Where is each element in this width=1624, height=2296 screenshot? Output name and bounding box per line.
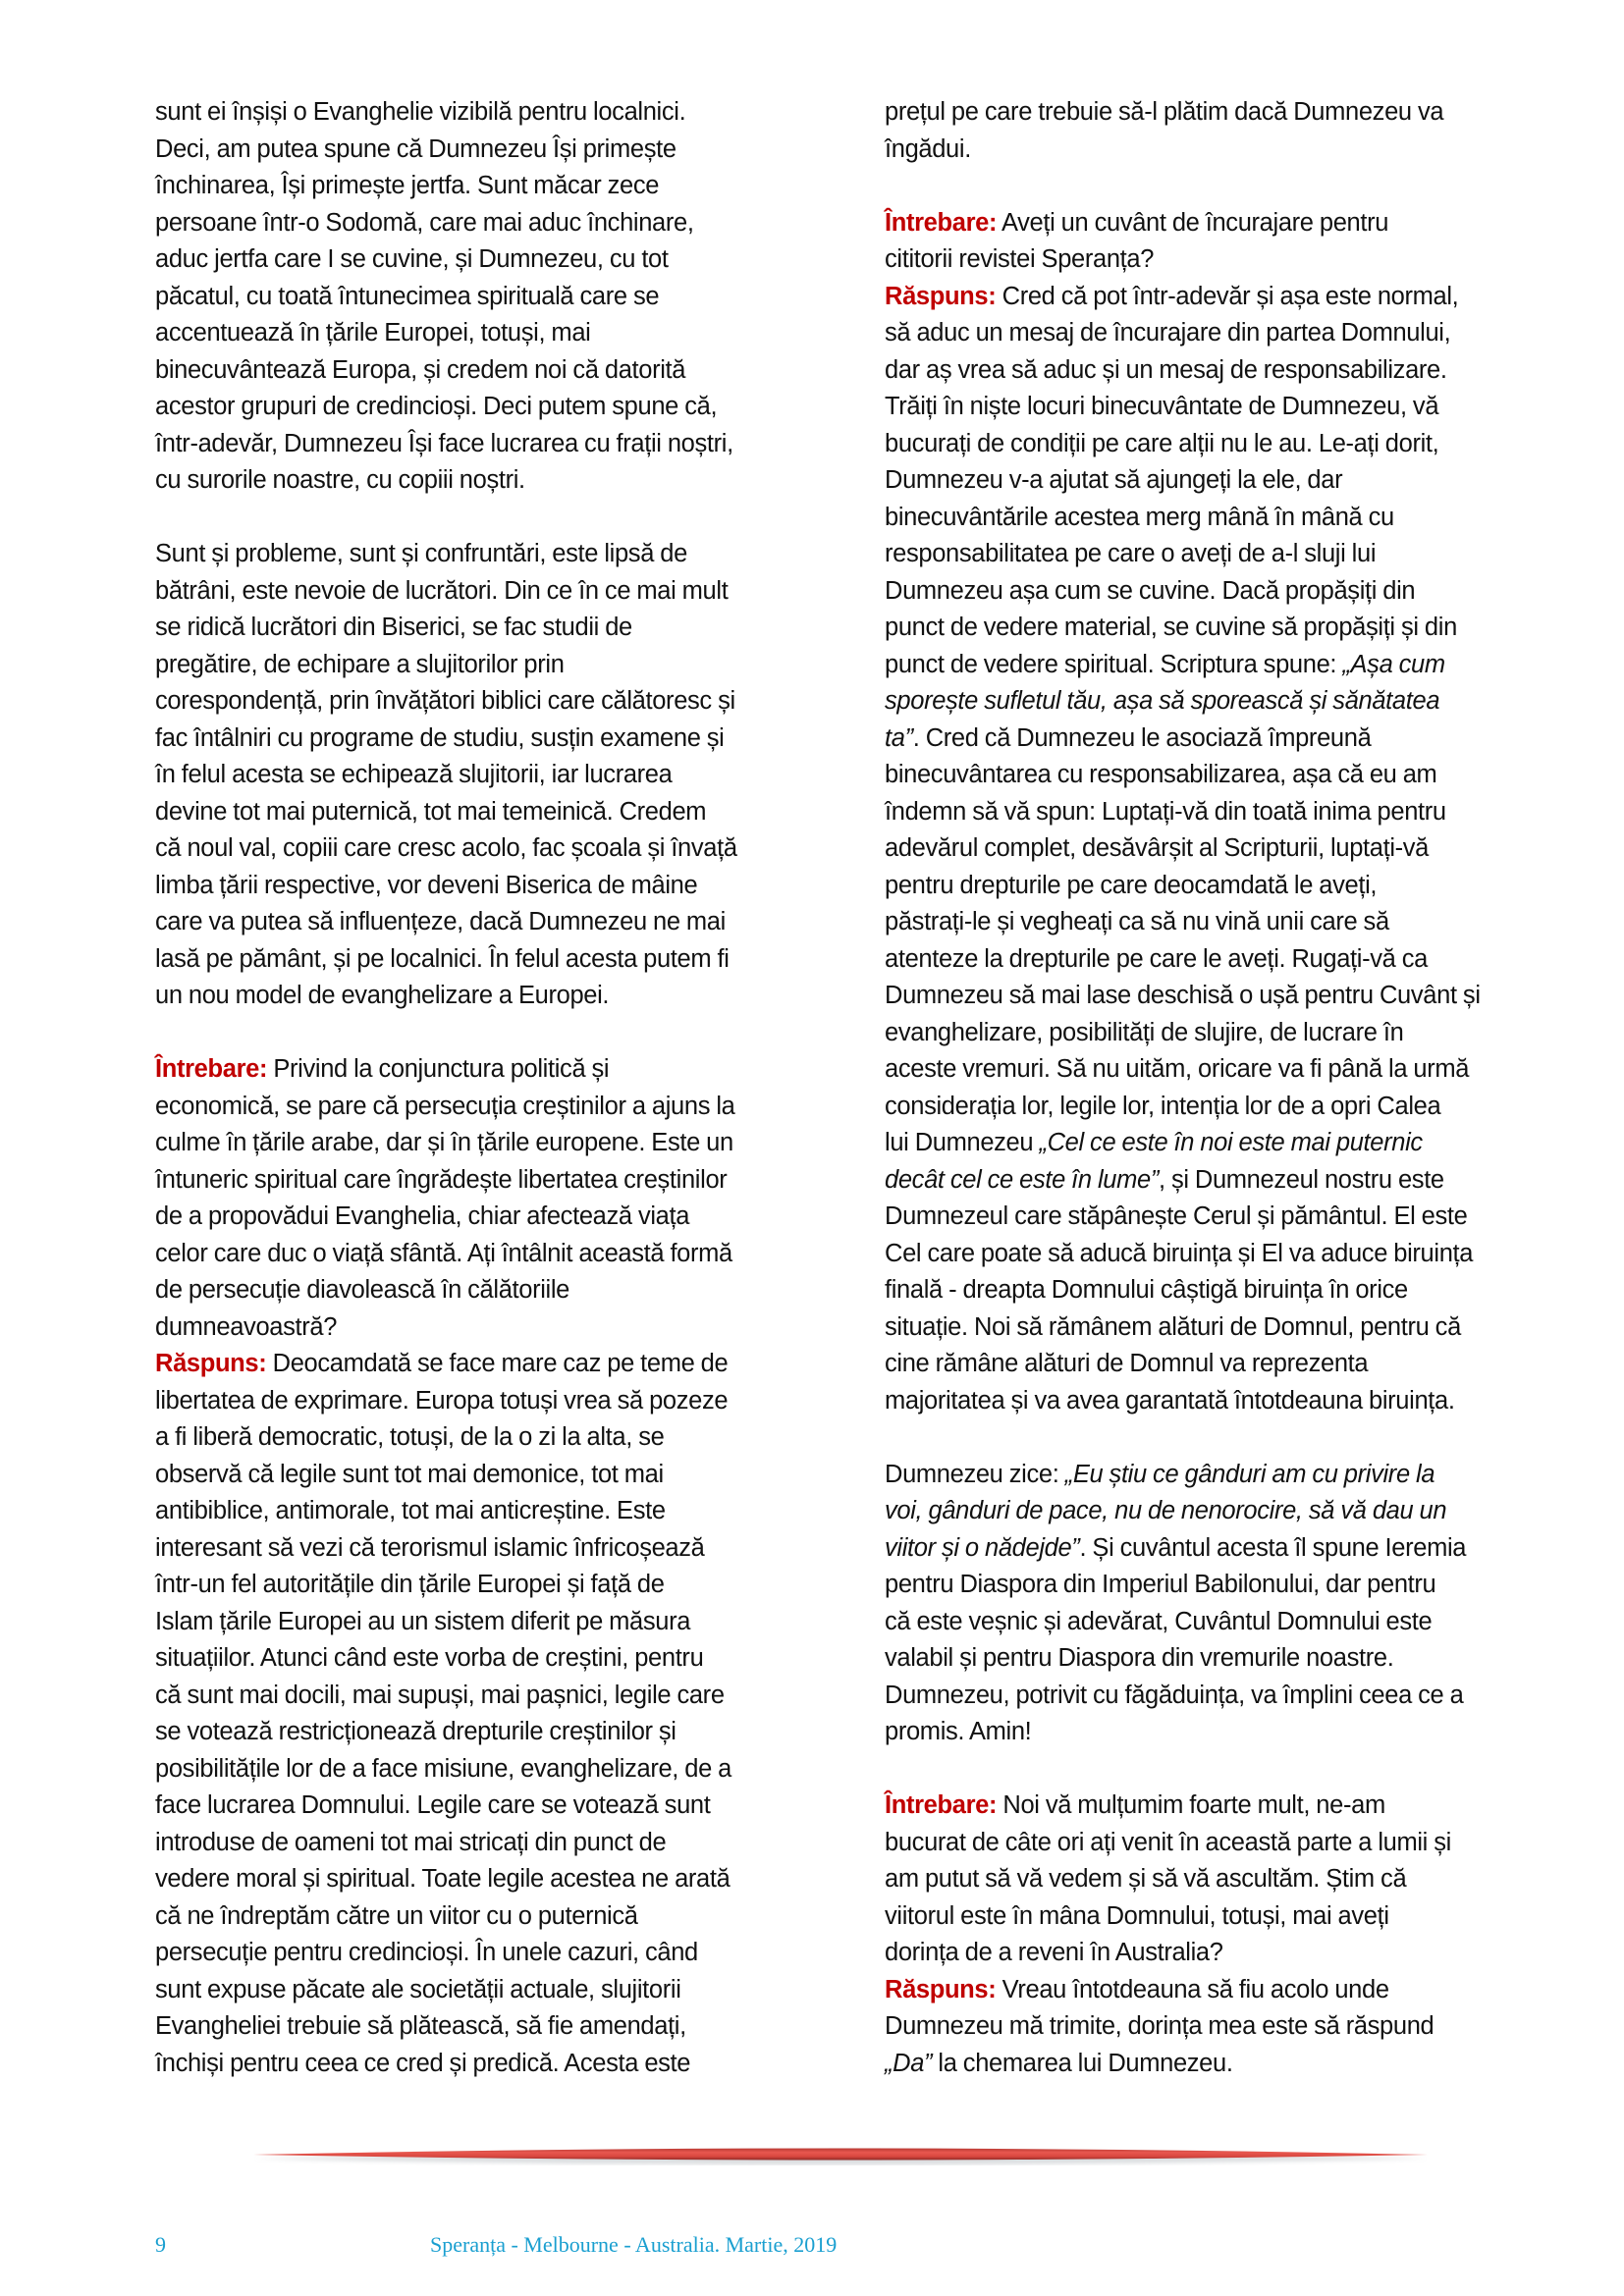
- paragraph-gap: [885, 168, 1572, 205]
- text-line: punct de vedere material, se cuvine să propășiți și din: [885, 614, 1457, 641]
- text-line: Dumnezeu mă trimite, dorința mea este să răspund: [885, 2012, 1435, 2040]
- answer-text-lines: [155, 1383, 842, 2083]
- text-line: Trăiți în niște locuri binecuvântate de Dumnezeu, vă: [885, 393, 1439, 420]
- text-line: atenteze la drepturile pe care le aveți. Rugați-vă ca: [885, 944, 1428, 973]
- text-line: se ridică lucrători din Biserici, se fac studii de: [155, 614, 632, 641]
- paragraph-intro: [155, 94, 842, 500]
- text-line: pentru drepturile pe care deocamdată le aveți,: [885, 871, 1378, 899]
- question-label: Întrebare:: [885, 208, 998, 237]
- paragraph-jeremiah: [885, 1457, 1572, 1751]
- text-line: într-adevăr, Dumnezeu Își face lucrarea cu frații noștri,: [155, 429, 733, 457]
- answer-text: Vreau întotdeauna să fiu acolo unde: [1001, 1975, 1389, 2003]
- paragraph-lines: [885, 1567, 1572, 1751]
- text-line: sunt ei înșiși o Evanghelie vizibilă pentru localnici.: [155, 98, 686, 126]
- scripture-quote: sporește sufletul tău, așa să sporească și sănătatea: [885, 687, 1440, 715]
- text-run: , și Dumnezeul nostru este: [1158, 1165, 1444, 1194]
- scripture-line: [885, 1457, 1572, 1494]
- paragraph-gap: [885, 1751, 1572, 1789]
- question-text-lines: [155, 1089, 842, 1347]
- text-line: fac întâlniri cu programe de studiu, susțin examene și: [155, 723, 725, 752]
- scripture-line: [885, 1125, 1572, 1162]
- text-line: bucurați de condiții pe care alții nu le au. Le-ați dorit,: [885, 429, 1439, 457]
- question-text: Privind la conjunctura politică și: [273, 1055, 610, 1083]
- text-line: închinarea, Își primește jertfa. Sunt măcar zece: [155, 172, 660, 199]
- text-line: îndemn să vă spun: Luptați-vă din toată inima pentru: [885, 797, 1446, 826]
- text-run: Dumnezeu zice:: [885, 1460, 1065, 1488]
- paragraph-gap: [155, 1015, 842, 1052]
- question-text-lines: [885, 241, 1572, 279]
- text-run: . Și cuvântul acesta îl spune Ieremia: [1079, 1533, 1467, 1562]
- answer-encouragement: [885, 279, 1572, 1420]
- question-text: Aveți un cuvânt de încurajare pentru: [1001, 208, 1389, 237]
- text-line: Dumnezeu v-a ajutat să ajungeți la ele, dar: [885, 466, 1343, 494]
- page-number: 9: [155, 2232, 166, 2257]
- text-line: aceste vremuri. Să nu uităm, oricare va fi până la urmă: [885, 1055, 1470, 1083]
- paragraph-gap: [885, 1419, 1572, 1457]
- text-line: dorința de a reveni în Australia?: [885, 1939, 1223, 1966]
- answer-label: Răspuns:: [885, 1975, 997, 2003]
- text-line: binecuvântările acestea merg mână în mână cu: [885, 503, 1394, 531]
- answer-last-line: [885, 2046, 1572, 2083]
- scripture-line: [885, 1530, 1572, 1568]
- text-line: Evangheliei trebuie să plătească, să fie amendați,: [155, 2012, 686, 2040]
- text-line: responsabilitatea pe care o aveți de a-l sluji lui: [885, 540, 1377, 567]
- text-line: libertatea de exprimare. Europa totuși vrea să pozeze: [155, 1386, 729, 1415]
- text-line: că este veșnic și adevărat, Cuvântul Domnului este: [885, 1607, 1433, 1635]
- question-encouragement: [885, 205, 1572, 279]
- scripture-quote: voi, gânduri de pace, nu de nenorocire, să vă dau un: [885, 1497, 1447, 1524]
- text-line: închiși pentru ceea ce cred și predică. Acesta este: [155, 2049, 691, 2077]
- text-line: introduse de oameni tot mai stricați din punct de: [155, 1828, 667, 1856]
- text-line: posibilitățile lor de a face misiune, evanghelizare, de a: [155, 1754, 731, 1783]
- text-line: majoritatea și va avea garantată întotdeauna biruința.: [885, 1386, 1455, 1415]
- question-label: Întrebare:: [885, 1791, 998, 1819]
- text-line: acestor grupuri de credincioși. Deci putem spune că,: [155, 393, 718, 420]
- text-line: să aduc un mesaj de încurajare din partea Domnului,: [885, 319, 1451, 347]
- text-line: care va putea să influențeze, dacă Dumnezeu ne mai: [155, 908, 726, 935]
- text-line: accentuează în țările Europei, totuși, mai: [155, 319, 591, 347]
- text-line: un nou model de evanghelizare a Europei.: [155, 982, 610, 1009]
- text-line: Dumnezeul care stăpânește Cerul și pământul. El este: [885, 1202, 1468, 1230]
- text-line: adevărul complet, desăvârșit al Scripturii, luptați-vă: [885, 834, 1430, 862]
- text-line: Dumnezeu așa cum se cuvine. Dacă propășiți din: [885, 576, 1416, 605]
- paragraph-problems: [155, 536, 842, 1015]
- text-line: în felul acesta se echipează slujitorii, iar lucrarea: [155, 761, 673, 788]
- question-text: Noi vă mulțumim foarte mult, ne-am: [1002, 1791, 1385, 1819]
- text-line: economică, se pare că persecuția creștinilor a ajuns la: [155, 1092, 735, 1120]
- text-line: că sunt mai docili, mai supuși, mai pașnici, legile care: [155, 1681, 725, 1709]
- text-line: Dumnezeu, potrivit cu făgăduința, va împlini ceea ce a: [885, 1681, 1464, 1709]
- text-line: promis. Amin!: [885, 1718, 1032, 1745]
- text-line: celor care duc o viață sfântă. Ați întâlnit această formă: [155, 1239, 732, 1267]
- answer-text-lines: [885, 315, 1572, 647]
- text-line: sunt expuse păcate ale societății actuale, slujitorii: [155, 1975, 681, 2003]
- scripture-quote: „Așa cum: [1342, 650, 1445, 678]
- text-line: persoane într-o Sodomă, care mai aduc închinare,: [155, 208, 694, 237]
- answer-text-lines: [885, 1199, 1572, 1419]
- question-text-lines: [885, 1825, 1572, 1972]
- text-line: binecuvântarea cu responsabilizarea, așa că eu am: [885, 761, 1437, 788]
- text-line: bătrâni, este nevoie de lucrători. Din ce în ce mai mult: [155, 576, 729, 605]
- text-line: corespondență, prin învățători biblici care călătoresc și: [155, 687, 735, 715]
- text-line: limba țării respective, vor deveni Biserica de mâine: [155, 871, 698, 899]
- answer-text-lines: [885, 2008, 1572, 2046]
- text-line: a fi liberă democratic, totuși, de la o zi la alta, se: [155, 1423, 665, 1451]
- scripture-line: [885, 721, 1572, 758]
- scripture-quote: „Eu știu ce gânduri am cu privire la: [1064, 1460, 1435, 1488]
- text-line: că noul val, copiii care cresc acolo, fac școala și învață: [155, 834, 737, 862]
- text-line: valabil și pentru Diaspora din vremurile noastre.: [885, 1644, 1394, 1672]
- text-run: la chemarea lui Dumnezeu.: [932, 2049, 1233, 2077]
- text-line: cu surorile noastre, cu copiii noștri.: [155, 466, 525, 494]
- text-line: că ne îndreptăm către un viitor cu o puternică: [155, 1901, 638, 1930]
- text-line: lasă pe pământ, și pe localnici. În felul acesta putem fi: [155, 944, 730, 973]
- question-return: [885, 1788, 1572, 1972]
- text-line: pregătire, de echipare a slujitorilor prin: [155, 650, 565, 678]
- scripture-line: [885, 1162, 1572, 1200]
- text-line: devine tot mai puternică, tot mai temeinică. Credem: [155, 797, 707, 826]
- text-line: observă că legile sunt tot mai demonice, tot mai: [155, 1460, 664, 1488]
- text-line: interesant să vezi că terorismul islamic înfricoșează: [155, 1533, 705, 1562]
- text-line: am putut să vă vedem și să vă ascultăm. Știm că: [885, 1865, 1407, 1893]
- quoted-word: „Da”: [885, 2049, 933, 2077]
- text-line: culme în țările arabe, dar și în țările europene. Este un: [155, 1129, 733, 1156]
- text-line: de a propovădui Evanghelia, chiar afectează viața: [155, 1202, 690, 1230]
- scripture-quote: „Cel ce este în noi este mai puternic: [1039, 1129, 1423, 1156]
- text-line: finală - dreapta Domnului câștigă biruința în orice: [885, 1276, 1408, 1304]
- left-column: [155, 94, 842, 2082]
- footer-publication-title: Speranța - Melbourne - Australia. Martie, 2019: [430, 2232, 838, 2257]
- text-line: pentru Diaspora din Imperiul Babilonului, dar pentru: [885, 1571, 1436, 1598]
- right-column: [885, 94, 1572, 2082]
- text-run: punct de vedere spiritual. Scriptura spune:: [885, 650, 1343, 678]
- text-line: situațiilor. Atunci când este vorba de creștini, pentru: [155, 1644, 704, 1672]
- text-line: de persecuție diavolească în călătoriile: [155, 1276, 570, 1304]
- text-line: Deci, am putea spune că Dumnezeu Își primește: [155, 134, 677, 163]
- text-line: păcatul, cu toată întunecimea spirituală care se: [155, 282, 660, 310]
- text-line: vedere moral și spiritual. Toate legile acestea ne arată: [155, 1865, 731, 1893]
- text-line: viitorul este în mâna Domnului, totuși, mai aveți: [885, 1901, 1389, 1930]
- text-line: Cel care poate să aducă biruința și El va aduce biruința: [885, 1239, 1474, 1267]
- text-line: îngădui.: [885, 134, 971, 163]
- text-line: binecuvântează Europa, și credem noi că datorită: [155, 355, 686, 384]
- text-line: într-un fel autoritățile din țările Europei și față de: [155, 1571, 665, 1598]
- answer-text-lines: [885, 757, 1572, 1125]
- text-run: . Cred că Dumnezeu le asociază împreună: [912, 723, 1372, 752]
- question-label: Întrebare:: [155, 1055, 268, 1083]
- answer-return: [885, 1972, 1572, 2083]
- text-line: dar aș vrea să aduc și un mesaj de responsabilizare.: [885, 355, 1447, 384]
- paragraph-gap: [155, 500, 842, 537]
- scripture-quote: decât cel ce este în lume”: [885, 1165, 1159, 1194]
- text-line: Dumnezeu să mai lase deschisă o ușă pentru Cuvânt și: [885, 982, 1481, 1009]
- text-line: persecuție pentru credincioși. În unele cazuri, când: [155, 1939, 698, 1966]
- text-line: cine rămâne alături de Domnul va reprezenta: [885, 1350, 1369, 1377]
- text-line: situație. Noi să rămânem alături de Domnul, pentru că: [885, 1312, 1461, 1341]
- text-run: lui Dumnezeu: [885, 1129, 1040, 1156]
- decorative-divider: [253, 2144, 1428, 2165]
- answer-text: Deocamdată se face mare caz pe teme de: [272, 1350, 729, 1377]
- text-line: Islam țările Europei au un sistem diferit pe măsura: [155, 1607, 691, 1635]
- text-line: bucurat de câte ori ați venit în această parte a lumii și: [885, 1828, 1451, 1856]
- scripture-quote: viitor și o nădejde”: [885, 1533, 1080, 1562]
- text-line: cititorii revistei Speranța?: [885, 245, 1155, 273]
- text-line: considerația lor, legile lor, intenția lor de a opri Calea: [885, 1092, 1441, 1120]
- answer-label: Răspuns:: [155, 1350, 267, 1377]
- text-line: aduc jertfa care I se cuvine, și Dumnezeu, cu tot: [155, 245, 669, 273]
- text-line: dumneavoastră?: [155, 1312, 338, 1341]
- text-line: Sunt și probleme, sunt și confruntări, este lipsă de: [155, 540, 687, 567]
- answer-text: Cred că pot într-adevăr și așa este normal,: [1001, 282, 1459, 310]
- text-line: întuneric spiritual care îngrădește libertatea creștinilor: [155, 1165, 728, 1194]
- scripture-line: [885, 647, 1572, 684]
- scripture-quote: ta”: [885, 723, 913, 752]
- text-line: evanghelizare, posibilități de slujire, de lucrare în: [885, 1018, 1404, 1046]
- text-line: prețul pe care trebuie să-l plătim dacă Dumnezeu va: [885, 98, 1444, 126]
- text-line: păstrați-le și vegheați ca să nu vină unii care să: [885, 908, 1389, 935]
- text-line: se votează restricționează drepturile creștinilor și: [155, 1718, 677, 1745]
- text-line: antibiblice, antimorale, tot mai anticreștine. Este: [155, 1497, 666, 1524]
- answer-persecution: [155, 1346, 842, 2082]
- answer-continuation: [885, 94, 1572, 168]
- question-persecution: [155, 1051, 842, 1346]
- answer-label: Răspuns:: [885, 282, 997, 310]
- text-line: face lucrarea Domnului. Legile care se votează sunt: [155, 1791, 711, 1819]
